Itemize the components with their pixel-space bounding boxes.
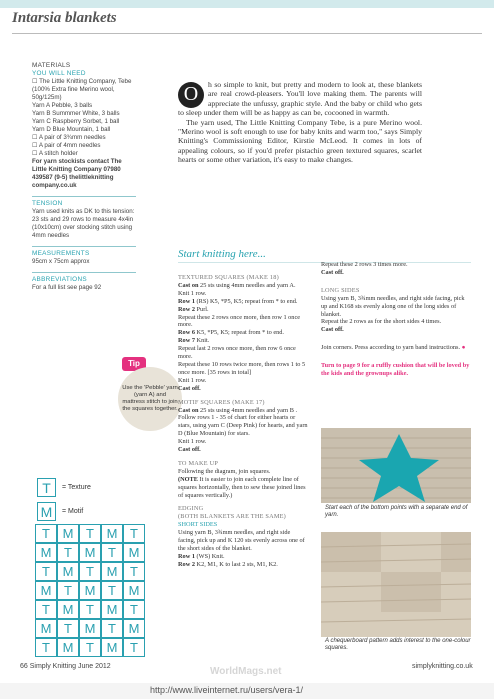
grid-row bbox=[35, 600, 145, 619]
grid-cell: T bbox=[123, 638, 145, 657]
grid-cell: T bbox=[79, 600, 101, 619]
instruction-lead: Row 6 bbox=[178, 329, 195, 337]
tip-text: Use the 'Pebble' yarn (yarn A) and mattress stitch to join the squares together. bbox=[118, 367, 182, 431]
chequerboard-blanket-photo bbox=[321, 532, 471, 637]
materials-item: Yarn C Raspberry Sorbet, 1 ball bbox=[32, 118, 120, 125]
materials-item: ☐ A pair of 3¾mm needles bbox=[32, 134, 106, 141]
photo-caption-2: A chequerboard pattern adds interest to the one-colour squares. bbox=[325, 638, 471, 652]
makeup-instructions bbox=[178, 468, 308, 500]
grid-cell: T bbox=[79, 524, 101, 543]
instruction-text: Repeat these 2 rows once more, then row 1 once more. bbox=[178, 313, 301, 329]
instruction-text: Knit 1 row. bbox=[178, 376, 207, 384]
watermark: WorldMags.net bbox=[210, 666, 282, 677]
grid-cell: T bbox=[79, 638, 101, 657]
instruction-line bbox=[178, 553, 308, 561]
materials-item: Yarn B Summmer White, 3 balls bbox=[32, 110, 120, 117]
materials-list bbox=[32, 78, 136, 190]
instruction-text: Repeat these 10 rows twice more, then rows 1 to 5 once more. [35 rows in total] bbox=[178, 360, 306, 376]
legend-texture bbox=[37, 478, 91, 497]
instruction-lead: Cast off. bbox=[178, 446, 201, 454]
tension-text: Yarn used knits as DK to this tension: 23 sts and 29 rows to measure 4x4in (10x10cm) over stocking stitch using 4mm needles bbox=[32, 208, 135, 239]
blanket-layout-grid bbox=[35, 524, 145, 657]
instruction-line bbox=[178, 561, 308, 569]
grid-cell: M bbox=[101, 638, 123, 657]
header-divider bbox=[12, 33, 482, 34]
instruction-line bbox=[178, 446, 308, 454]
intro-paragraph-2: The yarn used, The Little Knitting Company Tebe, is a pure Merino wool. "Merino wool is soft enough to use for baby knits and warm too," says Simply Knitting's Commissioning Editor, Kirstie McLeod. It comes in lots of appealing colours, so if you'd prefer pistachio green textured squares, scarlet hearts or some other variation, it's easy to make changes. bbox=[178, 117, 422, 165]
section-title: Start knitting here... bbox=[178, 248, 266, 260]
stockist-info: For yarn stockists contact The Little Knitting Company 07980 439587 (9-5) thelittleknitting company.co.uk bbox=[32, 158, 122, 189]
grid-cell: T bbox=[35, 524, 57, 543]
instruction-text: It is easier to join each complete line of squares horizontally, then to sew these joined lines of squares vertically.) bbox=[178, 475, 306, 499]
grid-cell: T bbox=[35, 600, 57, 619]
grid-cell: T bbox=[123, 524, 145, 543]
instruction-line bbox=[178, 337, 308, 345]
instruction-line bbox=[178, 361, 308, 377]
long-sides-heading: LONG SIDES bbox=[321, 286, 360, 294]
tension-heading: TENSION bbox=[32, 200, 63, 207]
grid-cell: T bbox=[79, 562, 101, 581]
grid-cell: M bbox=[57, 562, 79, 581]
instruction-lead: Row 1 bbox=[178, 297, 195, 305]
instruction-text: Purl. bbox=[194, 305, 209, 313]
instruction-line bbox=[178, 476, 308, 500]
instruction-text: Knit 1 row. bbox=[178, 289, 207, 297]
materials-item: ☐ The Little Knitting Company, Tebe (100% Extra fine Merino wool, 50g/125m) bbox=[32, 78, 132, 101]
instruction-lead: Cast off. bbox=[178, 384, 201, 392]
grid-row bbox=[35, 562, 145, 581]
intro-paragraph-1: h so simple to knit, but pretty and modern to look at, these blankets are real crowd-pleasers. You'll love making them. The parents will appreciate the unfussy, graphic style. And the baby or child who gets to sleep under them will be as happy as can be, cocooned in warmth. bbox=[178, 80, 422, 118]
instruction-lead: Row 2 bbox=[178, 560, 195, 568]
instruction-line bbox=[178, 385, 308, 393]
grid-row bbox=[35, 581, 145, 600]
short-sides-instructions bbox=[178, 529, 308, 569]
header-band bbox=[0, 0, 494, 8]
grid-cell: M bbox=[57, 600, 79, 619]
grid-cell: T bbox=[57, 619, 79, 638]
measurements-text: 95cm x 75cm approx bbox=[32, 258, 90, 265]
materials-heading: MATERIALS bbox=[32, 62, 71, 69]
grid-cell: T bbox=[101, 543, 123, 562]
instruction-line bbox=[178, 345, 308, 361]
instruction-line bbox=[178, 407, 308, 415]
instruction-text: (WS) Knit. bbox=[194, 552, 225, 560]
divider bbox=[32, 272, 136, 273]
materials-item: Yarn A Pebble, 3 balls bbox=[32, 102, 93, 109]
grid-cell: M bbox=[35, 543, 57, 562]
instruction-lead: Cast on bbox=[178, 281, 199, 289]
instruction-text: Knit. bbox=[194, 337, 210, 345]
grid-cell: M bbox=[79, 543, 101, 562]
continued-instructions bbox=[321, 261, 471, 277]
instruction-text: Repeat these 2 rows 3 times more. bbox=[321, 261, 408, 268]
instruction-line bbox=[178, 306, 308, 314]
cross-reference: Turn to page 9 for a ruffly cushion that will be loved by the kids and the grownups alike. bbox=[321, 362, 470, 378]
abbreviations-text: For a full list see page 92 bbox=[32, 284, 102, 291]
grid-cell: M bbox=[101, 600, 123, 619]
instruction-lead: Row 1 bbox=[178, 552, 195, 560]
long-sides-instructions bbox=[321, 295, 471, 335]
instruction-lead: Cast off. bbox=[321, 326, 344, 334]
grid-cell: T bbox=[57, 543, 79, 562]
divider bbox=[32, 246, 136, 247]
instruction-line bbox=[178, 282, 308, 290]
legend-label: = Texture bbox=[62, 484, 91, 491]
instruction-text: Using yarn B, 3¾mm needles, and right side facing, pick up and K168 sts evenly along one of the long sides of blanket. bbox=[321, 294, 465, 318]
divider bbox=[32, 196, 136, 197]
grid-cell: M bbox=[101, 524, 123, 543]
instruction-text: Knit 1 row. bbox=[178, 438, 207, 446]
grid-row bbox=[35, 543, 145, 562]
textured-instructions bbox=[178, 282, 308, 393]
grid-cell: M bbox=[123, 543, 145, 562]
grid-row bbox=[35, 524, 145, 543]
instruction-line bbox=[178, 329, 308, 337]
instruction-line bbox=[178, 468, 308, 476]
instruction-lead: Row 2 bbox=[178, 305, 195, 313]
instruction-text: Follow rows 1 - 35 of chart for either hearts or stars, using yarn C (Deep Pink) for hearts, and yarn D (Blue Mountain) for stars. bbox=[178, 414, 308, 438]
page-footer-left: 66 Simply Knitting June 2012 bbox=[20, 663, 111, 670]
instruction-lead: Cast off. bbox=[321, 268, 344, 276]
instruction-line bbox=[321, 326, 471, 334]
motif-instructions bbox=[178, 407, 308, 454]
grid-cell: T bbox=[35, 638, 57, 657]
instruction-lead: Row 7 bbox=[178, 337, 195, 345]
grid-cell: M bbox=[35, 581, 57, 600]
end-marker-icon: ● bbox=[461, 344, 466, 352]
materials-item: ☐ A pair of 4mm needles bbox=[32, 142, 101, 149]
measurements-heading: MEASUREMENTS bbox=[32, 250, 90, 257]
materials-item: ☐ A stitch holder bbox=[32, 150, 78, 157]
instruction-line bbox=[178, 298, 308, 306]
grid-cell: T bbox=[57, 581, 79, 600]
legend-label: = Motif bbox=[62, 508, 84, 515]
grid-cell: M bbox=[79, 581, 101, 600]
instruction-text: Using yarn B, 3¾mm needles, and right side facing, pick up and K 120 sts evenly across one of the short sides of the blanket. bbox=[178, 529, 305, 552]
grid-cell: M bbox=[35, 619, 57, 638]
makeup-heading: TO MAKE UP bbox=[178, 459, 219, 467]
star-blanket-photo bbox=[321, 428, 471, 503]
motif-heading: MOTIF SQUARES (MAKE 17) bbox=[178, 398, 265, 406]
instruction-text: 25 sts using 4mm needles and yarn A. bbox=[198, 281, 296, 289]
abbreviations-heading: ABBREVIATIONS bbox=[32, 276, 87, 283]
legend-symbol: T bbox=[37, 478, 56, 497]
legend-symbol: M bbox=[37, 502, 56, 521]
legend-motif bbox=[37, 502, 83, 521]
grid-row bbox=[35, 619, 145, 638]
intro-text bbox=[178, 80, 422, 165]
grid-cell: M bbox=[101, 562, 123, 581]
instruction-line bbox=[178, 290, 308, 298]
grid-row bbox=[35, 638, 145, 657]
page-title: Intarsia blankets bbox=[12, 10, 117, 26]
grid-cell: T bbox=[123, 562, 145, 581]
grid-cell: T bbox=[123, 600, 145, 619]
instruction-line bbox=[178, 438, 308, 446]
instruction-line bbox=[178, 414, 308, 438]
instruction-text: Following the diagram, join squares. bbox=[178, 467, 271, 475]
grid-cell: M bbox=[79, 619, 101, 638]
photo-caption-1: Start each of the bottom points with a separate end of yarn. bbox=[325, 505, 468, 519]
instruction-line bbox=[178, 314, 308, 330]
materials-item: Yarn D Blue Mountain, 1 ball bbox=[32, 126, 111, 133]
instruction-line bbox=[321, 318, 471, 326]
edging-heading: EDGING bbox=[178, 505, 204, 513]
grid-cell: T bbox=[101, 581, 123, 600]
instruction-line bbox=[178, 377, 308, 385]
grid-cell: M bbox=[123, 619, 145, 638]
instruction-text: (RS) K5, *P5, K5; repeat from * to end. bbox=[194, 297, 298, 305]
instruction-line bbox=[178, 529, 308, 553]
sidebar bbox=[32, 62, 136, 292]
textured-heading: TEXTURED SQUARES (MAKE 18) bbox=[178, 274, 279, 281]
instructions-column-2 bbox=[321, 261, 471, 378]
instruction-text: K5, *P5, K5; repeat from * to end. bbox=[194, 329, 284, 337]
instruction-lead: (NOTE bbox=[178, 475, 198, 483]
you-will-need-heading: YOU WILL NEED bbox=[32, 70, 86, 77]
instruction-text: K2, M1, K to last 2 sts, M1, K2. bbox=[194, 560, 278, 568]
instruction-text: Repeat the 2 rows as for the short sides 4 times. bbox=[321, 318, 442, 326]
page-footer-right: simplyknitting.co.uk bbox=[412, 663, 473, 670]
tip-badge: Tip bbox=[122, 357, 146, 371]
grid-cell: M bbox=[57, 524, 79, 543]
grid-cell: T bbox=[101, 619, 123, 638]
instruction-text: 25 sts using 4mm needles and yarn B . bbox=[198, 406, 298, 414]
grid-cell: T bbox=[35, 562, 57, 581]
instruction-text: Repeat last 2 rows once more, then row 6 once more. bbox=[178, 345, 296, 361]
instructions-column-1 bbox=[178, 266, 308, 569]
tip-callout bbox=[118, 357, 180, 431]
grid-cell: M bbox=[123, 581, 145, 600]
join-corners-text: Join corners. Press according to yarn band instructions. ● bbox=[321, 344, 466, 352]
short-sides-heading: SHORT SIDES bbox=[178, 521, 218, 529]
drop-cap: O bbox=[178, 82, 204, 108]
instruction-line bbox=[321, 261, 471, 269]
grid-cell: M bbox=[57, 638, 79, 657]
source-url: http://www.liveinternet.ru/users/vera-1/ bbox=[150, 685, 304, 695]
instruction-line bbox=[321, 269, 471, 277]
instruction-lead: Cast on bbox=[178, 406, 199, 414]
instruction-line bbox=[321, 295, 471, 319]
edging-subheading: (BOTH BLANKETS ARE THE SAME) bbox=[178, 513, 286, 521]
